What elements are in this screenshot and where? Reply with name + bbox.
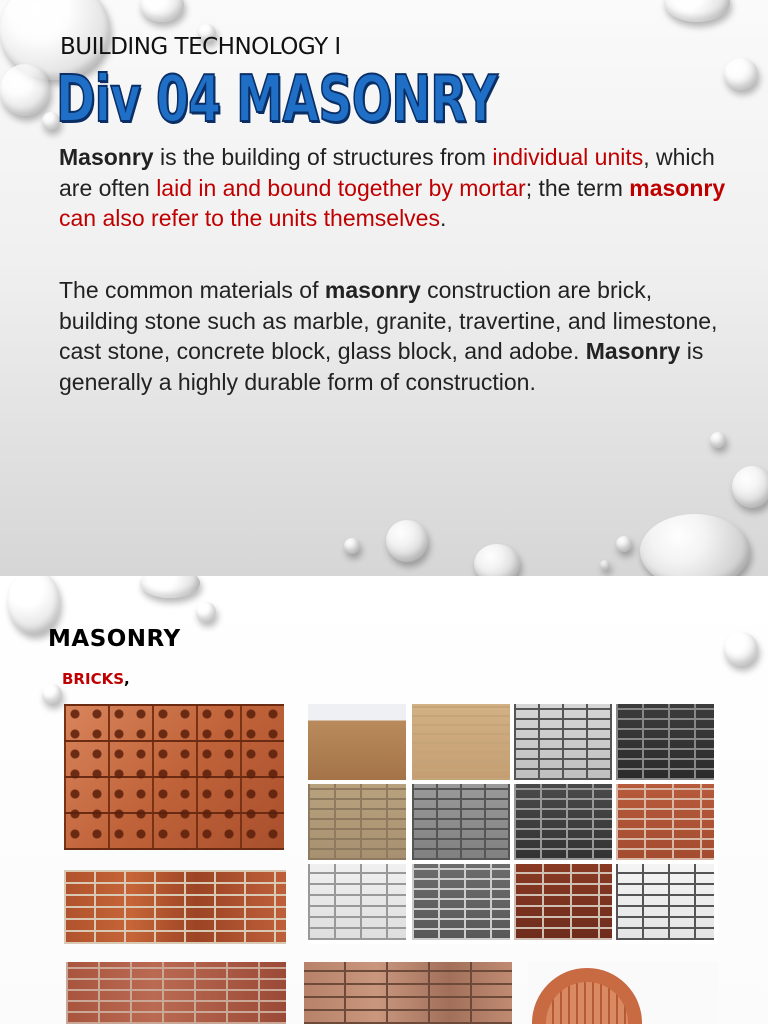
white-grey-brick-swatch bbox=[616, 864, 714, 940]
white-brick-swatch bbox=[308, 864, 406, 940]
division-title: Div 04 MASONRY bbox=[56, 63, 497, 137]
para-text: ; the term bbox=[525, 174, 630, 201]
water-drop-decoration bbox=[664, 0, 730, 22]
highlight-units-themselves: can also refer to the units themselves bbox=[59, 205, 440, 231]
water-drop-decoration bbox=[616, 536, 632, 552]
para-text: . bbox=[439, 205, 447, 231]
brown-brick-swatch bbox=[514, 864, 612, 940]
beige-brick-swatch bbox=[308, 784, 406, 860]
water-drop-decoration bbox=[732, 466, 768, 508]
tan-brick-swatch bbox=[412, 704, 510, 780]
bricks-label-comma: , bbox=[124, 670, 130, 688]
term-masonry: Masonry bbox=[59, 144, 154, 170]
definition-paragraph bbox=[59, 142, 729, 234]
water-drop-decoration bbox=[196, 602, 216, 622]
brick-arch-shape bbox=[532, 968, 642, 1024]
brick-swatch-grid bbox=[308, 704, 718, 944]
water-drop-decoration bbox=[140, 576, 200, 598]
term-masonry: Masonry bbox=[585, 338, 681, 364]
building-photo-swatch bbox=[308, 704, 406, 780]
slide-2 bbox=[0, 576, 768, 1024]
para-text: is the building of structures from bbox=[153, 144, 493, 170]
water-drop-decoration bbox=[386, 520, 428, 562]
brick-wall-photo bbox=[64, 870, 286, 944]
water-drop-decoration bbox=[640, 514, 750, 576]
bricks-label-text: BRICKS bbox=[62, 670, 124, 688]
water-drop-decoration bbox=[344, 538, 360, 554]
term-masonry-red: masonry bbox=[629, 174, 726, 201]
dark-brick-swatch bbox=[616, 704, 714, 780]
slate-brick-swatch bbox=[412, 864, 510, 940]
highlight-mortar: laid in and bound together by mortar bbox=[156, 174, 526, 201]
brick-arch-photo bbox=[528, 962, 718, 1024]
red-brick-wall-photo bbox=[66, 962, 286, 1024]
para-text: The common materials of bbox=[59, 277, 325, 303]
charcoal-brick-swatch bbox=[514, 784, 612, 860]
term-masonry: masonry bbox=[324, 277, 421, 303]
para-text: is generally a highly durable form of construction. bbox=[59, 338, 704, 395]
grey-brick-swatch bbox=[412, 784, 510, 860]
water-drop-decoration bbox=[724, 58, 758, 90]
water-drop-decoration bbox=[0, 64, 50, 116]
hollow-bricks-photo bbox=[64, 704, 284, 850]
bricks-label bbox=[62, 670, 130, 688]
water-drop-decoration bbox=[724, 632, 758, 666]
water-drop-decoration bbox=[42, 684, 62, 704]
water-drop-decoration bbox=[710, 432, 726, 448]
stone-wall-photo bbox=[304, 962, 512, 1024]
course-title: BUILDING TECHNOLOGY I bbox=[60, 34, 341, 60]
grey-white-brick-swatch bbox=[514, 704, 612, 780]
highlight-individual-units: individual units bbox=[492, 144, 644, 170]
para-text: construction are brick, building stone such as marble, granite, travertine, and limestone, cast stone, concrete block, glass block, and adobe. bbox=[59, 277, 718, 364]
water-drop-decoration bbox=[140, 0, 184, 22]
water-drop-decoration bbox=[600, 560, 610, 570]
para-text: , which are often bbox=[59, 144, 715, 201]
section-heading: MASONRY bbox=[48, 626, 181, 652]
materials-paragraph bbox=[59, 275, 729, 397]
water-drop-decoration bbox=[474, 544, 520, 576]
red-brick-swatch bbox=[616, 784, 714, 860]
